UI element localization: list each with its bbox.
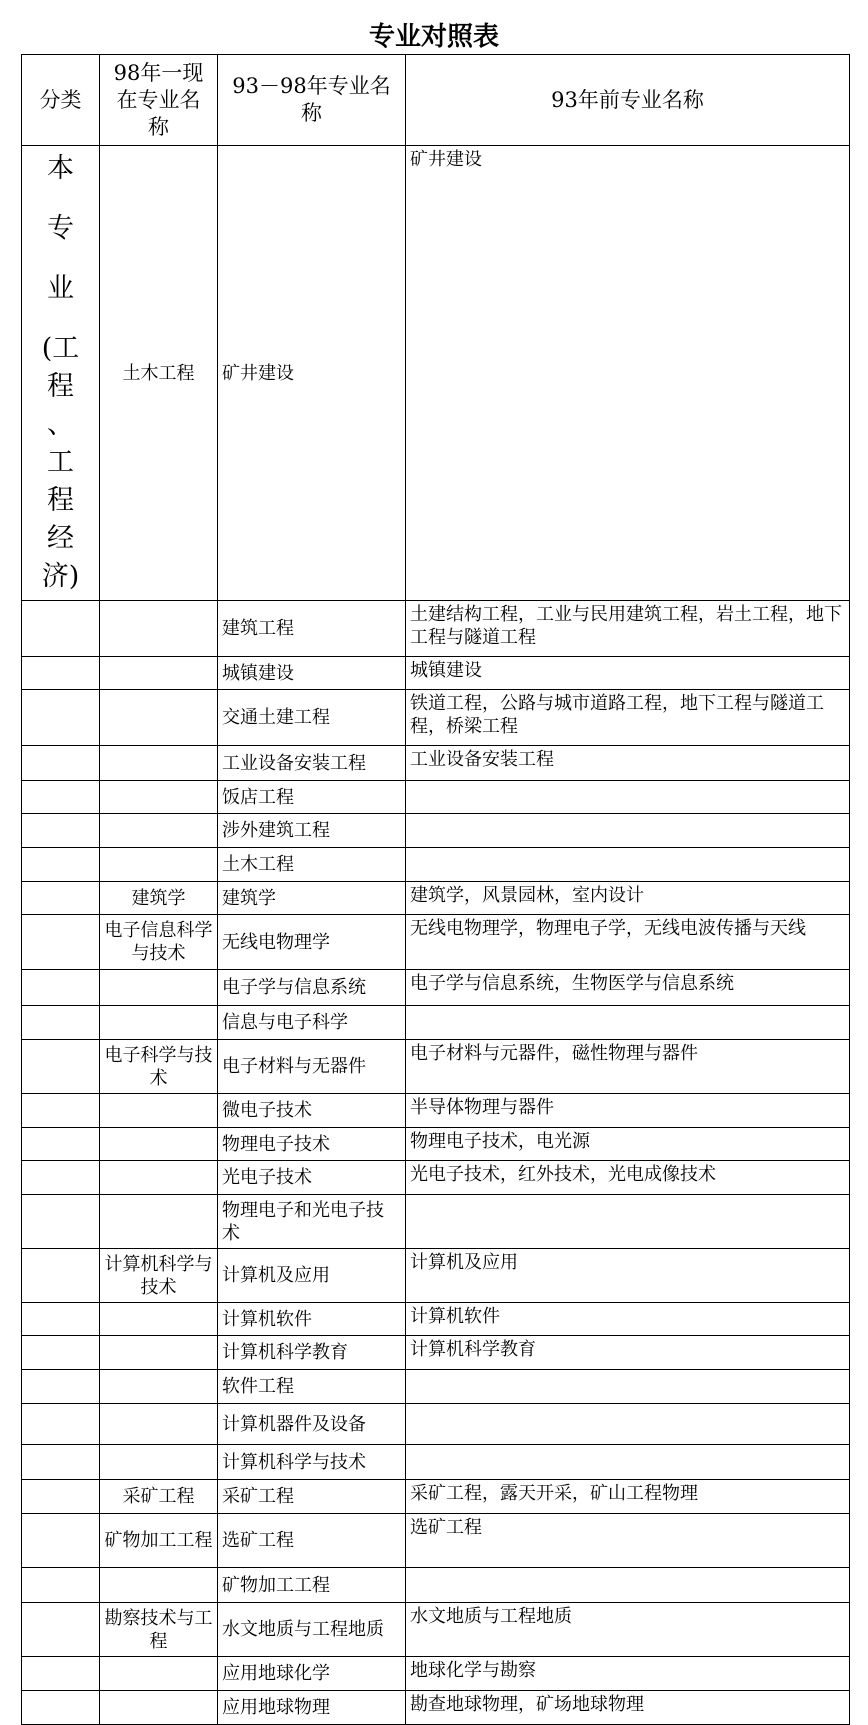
current-major-cell: 采矿工程	[100, 1480, 218, 1514]
major-pre93-cell: 光电子技术，红外技术，光电成像技术	[406, 1161, 850, 1195]
category-cell-empty	[22, 1603, 100, 1657]
category-cell-empty	[22, 848, 100, 882]
header-current-major	[100, 55, 218, 146]
current-major-cell	[100, 1195, 218, 1249]
table-row	[22, 1040, 850, 1094]
major-pre93-cell: 选矿工程	[406, 1514, 850, 1568]
category-cell-empty	[22, 781, 100, 814]
category-cell-empty	[22, 1480, 100, 1514]
table-row	[22, 970, 850, 1006]
table-row	[22, 1128, 850, 1161]
category-cell-empty	[22, 970, 100, 1006]
page-title: 专业对照表	[368, 22, 499, 52]
category-char: 程	[47, 371, 74, 402]
category-char: (工	[41, 333, 80, 364]
header-9398-major	[218, 55, 406, 146]
table-row	[22, 1161, 850, 1195]
major-9398-cell: 饭店工程	[218, 781, 406, 814]
major-9398-cell: 矿物加工工程	[218, 1568, 406, 1603]
table-row	[22, 746, 850, 781]
current-major-cell	[100, 970, 218, 1006]
major-9398-cell: 软件工程	[218, 1370, 406, 1404]
category-char: 工	[47, 447, 74, 478]
category-cell-empty	[22, 1161, 100, 1195]
current-major-cell: 电子信息科学与技术	[100, 915, 218, 970]
major-pre93-cell: 计算机软件	[406, 1303, 850, 1336]
table-row	[22, 1691, 850, 1725]
current-major-cell	[100, 1006, 218, 1040]
current-major-cell	[100, 1404, 218, 1445]
table-row	[22, 146, 850, 601]
current-major-cell	[100, 1445, 218, 1480]
current-major-cell: 建筑学	[100, 882, 218, 915]
table-row	[22, 1445, 850, 1480]
category-cell-empty	[22, 1303, 100, 1336]
major-pre93-cell: 工业设备安装工程	[406, 746, 850, 781]
major-pre93-cell: 勘查地球物理，矿场地球物理	[406, 1691, 850, 1725]
major-9398-cell: 信息与电子科学	[218, 1006, 406, 1040]
category-cell-empty	[22, 814, 100, 848]
major-pre93-cell	[406, 1445, 850, 1480]
category-cell-empty	[22, 1249, 100, 1303]
major-comparison-table	[21, 54, 850, 1725]
category-cell-empty	[22, 1195, 100, 1249]
current-major-cell	[100, 657, 218, 690]
current-major-cell	[100, 690, 218, 746]
major-pre93-cell	[406, 1370, 850, 1404]
table-row	[22, 1514, 850, 1568]
category-cell-empty	[22, 1370, 100, 1404]
table-row	[22, 848, 850, 882]
current-major-cell	[100, 746, 218, 781]
major-pre93-cell: 矿井建设	[406, 146, 850, 601]
major-9398-cell: 计算机及应用	[218, 1249, 406, 1303]
table-row	[22, 690, 850, 746]
major-9398-cell: 电子材料与无器件	[218, 1040, 406, 1094]
major-pre93-cell: 物理电子技术，电光源	[406, 1128, 850, 1161]
major-9398-cell: 计算机科学与技术	[218, 1445, 406, 1480]
current-major-cell: 土木工程	[100, 146, 218, 601]
current-major-cell	[100, 781, 218, 814]
table-row	[22, 814, 850, 848]
header-line: 98年一现	[113, 60, 204, 85]
category-char: 济)	[41, 561, 80, 592]
major-pre93-cell	[406, 1195, 850, 1249]
major-9398-cell: 交通土建工程	[218, 690, 406, 746]
header-line: 在专业名	[116, 87, 201, 112]
header-line: 称	[148, 114, 169, 139]
table-row	[22, 1657, 850, 1691]
category-cell-empty	[22, 1657, 100, 1691]
current-major-cell	[100, 1568, 218, 1603]
major-pre93-cell	[406, 1568, 850, 1603]
category-char: 专	[47, 213, 74, 244]
category-cell-empty	[22, 1128, 100, 1161]
current-major-cell: 矿物加工工程	[100, 1514, 218, 1568]
current-major-cell	[100, 1691, 218, 1725]
category-cell	[22, 146, 100, 601]
current-major-cell	[100, 1336, 218, 1370]
major-pre93-cell	[406, 1006, 850, 1040]
category-cell-empty	[22, 657, 100, 690]
category-cell-empty	[22, 1404, 100, 1445]
current-major-cell	[100, 1370, 218, 1404]
current-major-cell	[100, 848, 218, 882]
table-row	[22, 1006, 850, 1040]
major-9398-cell: 城镇建设	[218, 657, 406, 690]
major-pre93-cell	[406, 848, 850, 882]
current-major-cell	[100, 1303, 218, 1336]
category-cell-empty	[22, 1094, 100, 1128]
category-cell-empty	[22, 882, 100, 915]
category-char: 程	[47, 485, 74, 516]
major-9398-cell: 计算机科学教育	[218, 1336, 406, 1370]
major-pre93-cell: 无线电物理学，物理电子学，无线电波传播与天线	[406, 915, 850, 970]
major-pre93-cell: 城镇建设	[406, 657, 850, 690]
header-row	[22, 55, 850, 146]
table-row	[22, 1568, 850, 1603]
header-pre93-major: 93年前专业名称	[406, 55, 850, 146]
current-major-cell	[100, 1128, 218, 1161]
current-major-cell: 计算机科学与技术	[100, 1249, 218, 1303]
current-major-cell	[100, 601, 218, 657]
table-row	[22, 1480, 850, 1514]
major-pre93-cell: 土建结构工程，工业与民用建筑工程，岩土工程，地下工程与隧道工程	[406, 601, 850, 657]
major-pre93-cell: 建筑学，风景园林，室内设计	[406, 882, 850, 915]
category-cell-empty	[22, 1040, 100, 1094]
category-cell-empty	[22, 690, 100, 746]
category-cell-empty	[22, 1336, 100, 1370]
major-pre93-cell: 电子学与信息系统，生物医学与信息系统	[406, 970, 850, 1006]
table-row	[22, 1404, 850, 1445]
major-9398-cell: 应用地球化学	[218, 1657, 406, 1691]
major-9398-cell: 涉外建筑工程	[218, 814, 406, 848]
major-9398-cell: 采矿工程	[218, 1480, 406, 1514]
major-9398-cell: 建筑工程	[218, 601, 406, 657]
major-pre93-cell: 电子材料与元器件，磁性物理与器件	[406, 1040, 850, 1094]
current-major-cell: 勘察技术与工程	[100, 1603, 218, 1657]
major-9398-cell: 电子学与信息系统	[218, 970, 406, 1006]
major-9398-cell: 无线电物理学	[218, 915, 406, 970]
category-cell-empty	[22, 1514, 100, 1568]
table-row	[22, 781, 850, 814]
current-major-cell	[100, 1657, 218, 1691]
major-pre93-cell	[406, 814, 850, 848]
table-row	[22, 915, 850, 970]
table-row	[22, 1603, 850, 1657]
major-pre93-cell: 地球化学与勘察	[406, 1657, 850, 1691]
category-char: 、	[47, 409, 74, 440]
major-pre93-cell: 采矿工程，露天开采，矿山工程物理	[406, 1480, 850, 1514]
major-pre93-cell: 计算机及应用	[406, 1249, 850, 1303]
current-major-cell: 电子科学与技术	[100, 1040, 218, 1094]
category-char: 业	[47, 273, 74, 304]
major-9398-cell: 物理电子和光电子技术	[218, 1195, 406, 1249]
major-9398-cell: 计算机器件及设备	[218, 1404, 406, 1445]
major-pre93-cell: 计算机科学教育	[406, 1336, 850, 1370]
major-pre93-cell: 半导体物理与器件	[406, 1094, 850, 1128]
table-row	[22, 1094, 850, 1128]
major-9398-cell: 选矿工程	[218, 1514, 406, 1568]
category-cell-empty	[22, 746, 100, 781]
table-row	[22, 601, 850, 657]
major-9398-cell: 工业设备安装工程	[218, 746, 406, 781]
major-9398-cell: 土木工程	[218, 848, 406, 882]
category-cell-empty	[22, 1568, 100, 1603]
category-cell-empty	[22, 1006, 100, 1040]
major-pre93-cell: 铁道工程，公路与城市道路工程，地下工程与隧道工程，桥梁工程	[406, 690, 850, 746]
major-9398-cell: 微电子技术	[218, 1094, 406, 1128]
major-9398-cell: 应用地球物理	[218, 1691, 406, 1725]
table-row	[22, 1195, 850, 1249]
major-9398-cell: 计算机软件	[218, 1303, 406, 1336]
category-cell-empty	[22, 1445, 100, 1480]
major-9398-cell: 物理电子技术	[218, 1128, 406, 1161]
major-pre93-cell	[406, 781, 850, 814]
category-char: 经	[47, 523, 74, 554]
table-row	[22, 657, 850, 690]
table-row	[22, 1303, 850, 1336]
current-major-cell	[100, 1161, 218, 1195]
category-cell-empty	[22, 915, 100, 970]
table-row	[22, 1249, 850, 1303]
category-char: 本	[47, 153, 74, 184]
major-9398-cell: 矿井建设	[218, 146, 406, 601]
table-row	[22, 1336, 850, 1370]
major-9398-cell: 水文地质与工程地质	[218, 1603, 406, 1657]
category-cell-empty	[22, 1691, 100, 1725]
table-row	[22, 1370, 850, 1404]
table-row	[22, 882, 850, 915]
header-line: 称	[301, 101, 322, 125]
major-pre93-cell: 水文地质与工程地质	[406, 1603, 850, 1657]
major-pre93-cell	[406, 1404, 850, 1445]
header-line: 93－98年专业名	[232, 74, 391, 98]
major-9398-cell: 建筑学	[218, 882, 406, 915]
category-cell-empty	[22, 601, 100, 657]
major-9398-cell: 光电子技术	[218, 1161, 406, 1195]
current-major-cell	[100, 814, 218, 848]
header-category: 分类	[22, 55, 100, 146]
current-major-cell	[100, 1094, 218, 1128]
